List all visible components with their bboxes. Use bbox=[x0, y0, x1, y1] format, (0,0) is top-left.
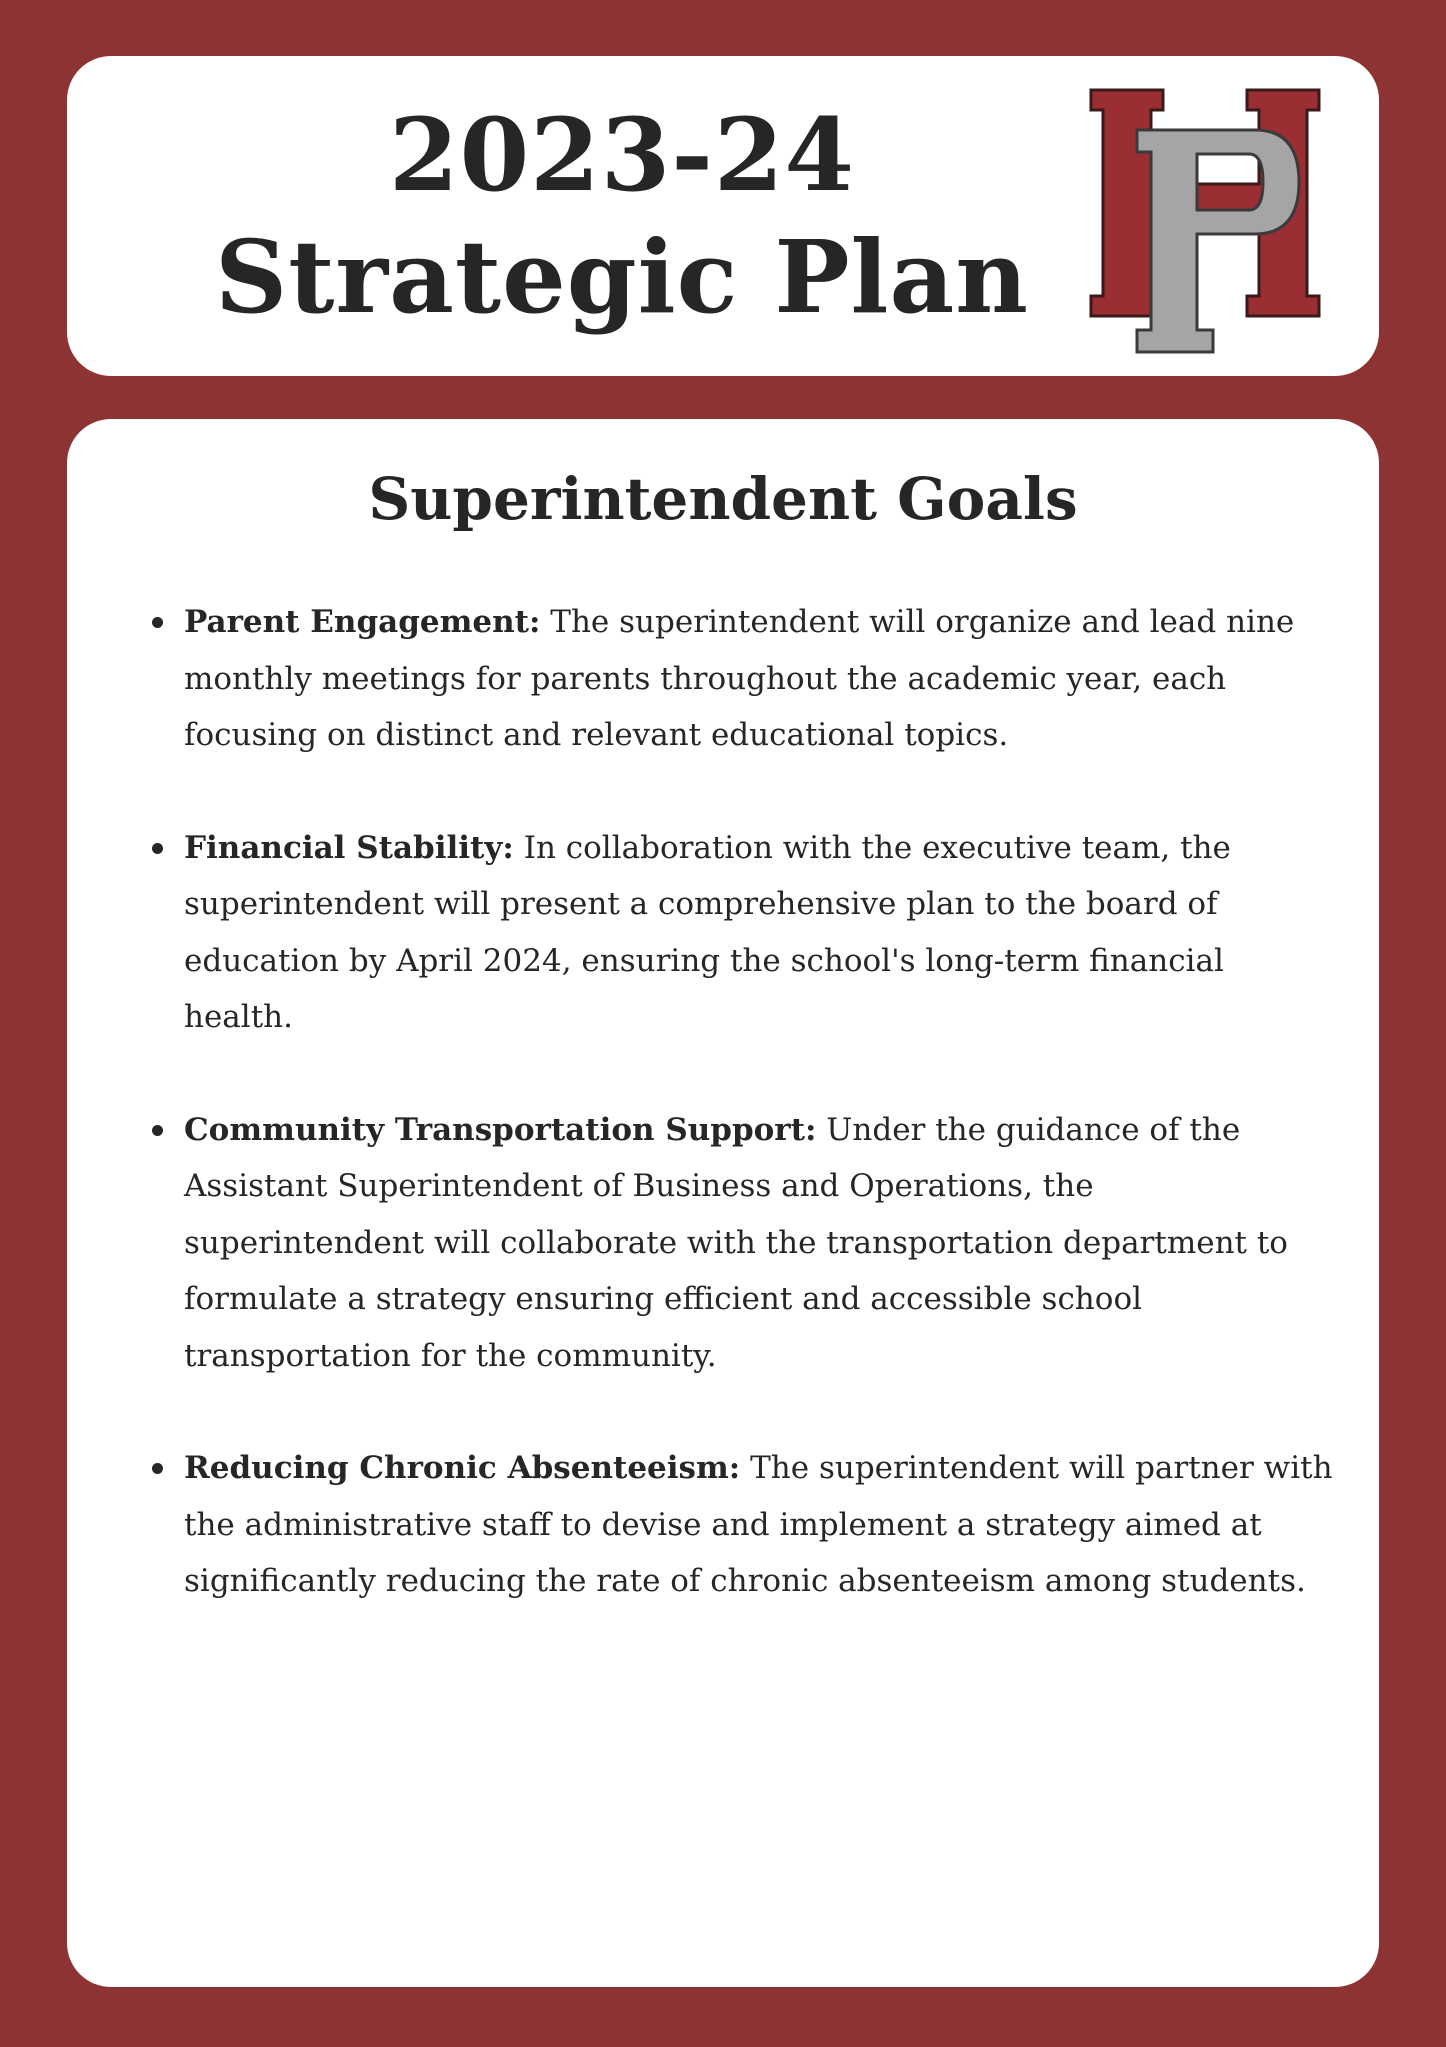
goals-list bbox=[184, 594, 1334, 1666]
goal-item-community-transportation bbox=[184, 1102, 1334, 1385]
goal-item-parent-engagement bbox=[184, 594, 1334, 764]
page-title bbox=[67, 94, 1177, 338]
section-title: Superintendent Goals bbox=[368, 465, 1078, 533]
goals-card bbox=[67, 419, 1379, 1987]
goal-text: The superintendent will partner with the administrative staff to devise and implement a strategy aimed at significantly reducing the rate of chronic absenteeism among students. bbox=[184, 1450, 1333, 1599]
hp-logo bbox=[1085, 84, 1325, 358]
title-text: Strategic Plan bbox=[215, 218, 1029, 336]
goal-label: Community Transportation Support: bbox=[184, 1111, 817, 1148]
goal-item-financial-stability bbox=[184, 820, 1334, 1046]
goal-label: Financial Stability: bbox=[184, 829, 514, 866]
bullet-icon bbox=[152, 617, 163, 628]
title-year: 2023-24 bbox=[389, 96, 855, 214]
goal-text: Under the guidance of the Assistant Superintendent of Business and Operations, the superintendent will collaborate with the transportation department to formulate a strategy ensuring efficient and accessible school transportation for the community. bbox=[184, 1111, 1288, 1374]
goal-item-chronic-absenteeism bbox=[184, 1440, 1334, 1610]
goal-text: The superintendent will organize and lead nine monthly meetings for parents throughout the academic year, each focusing on distinct and relevant educational topics. bbox=[184, 604, 1295, 753]
goal-text: In collaboration with the executive team, the superintendent will present a comprehensive plan to the board of education by April 2024, ensuring the school's long-term financial health. bbox=[184, 829, 1231, 1035]
goal-label: Parent Engagement: bbox=[184, 604, 541, 640]
bullet-icon bbox=[152, 843, 163, 854]
goal-label: Reducing Chronic Absenteeism: bbox=[184, 1450, 741, 1486]
bullet-icon bbox=[152, 1463, 163, 1474]
header-card bbox=[67, 56, 1379, 376]
bullet-icon bbox=[152, 1125, 163, 1136]
